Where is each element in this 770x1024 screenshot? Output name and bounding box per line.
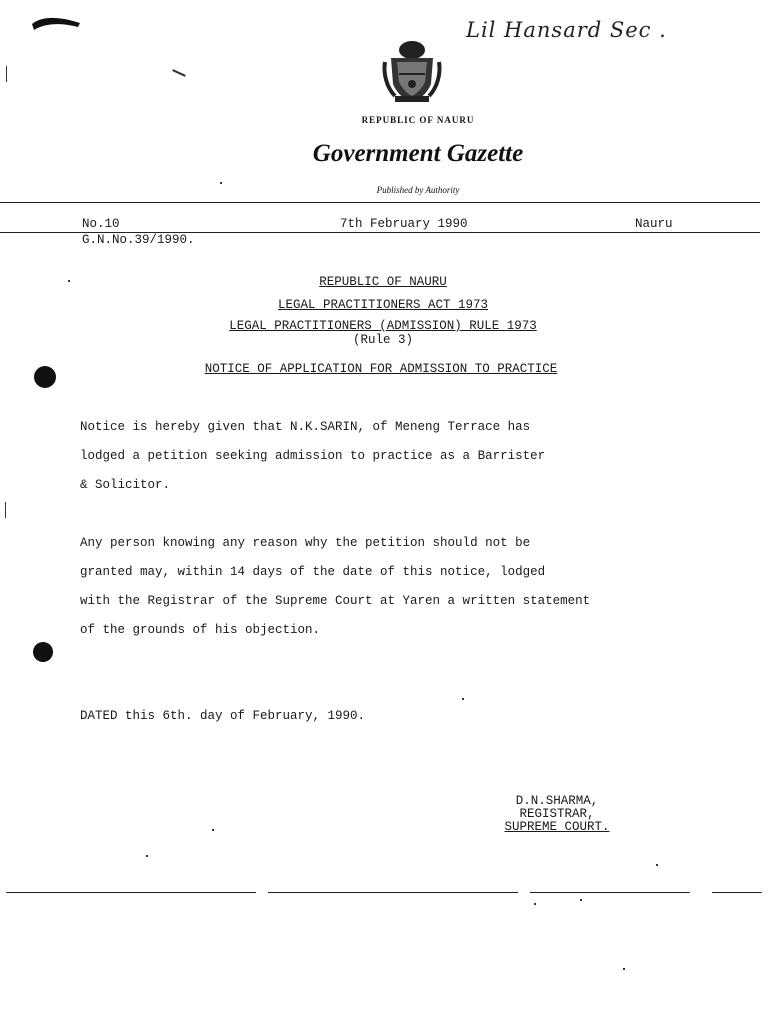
paragraph-line: & Solicitor. <box>80 478 171 492</box>
paragraph-line: Notice is hereby given that N.K.SARIN, of Meneng Terrace has <box>80 420 531 434</box>
heading-rule: LEGAL PRACTITIONERS (ADMISSION) RULE 1973 <box>229 319 537 333</box>
scan-speck <box>623 968 625 970</box>
scan-mark <box>172 69 186 77</box>
scan-smudge-icon <box>28 10 88 34</box>
signature-office: SUPREME COURT. <box>504 820 610 834</box>
margin-mark <box>6 66 7 82</box>
paragraph-line: of the grounds of his objection. <box>80 623 321 637</box>
masthead-title: Government Gazette <box>312 140 524 167</box>
scan-speck <box>146 855 148 857</box>
divider <box>0 202 760 203</box>
heading-rule-ref: (Rule 3) <box>352 333 413 347</box>
scan-speck <box>212 829 214 831</box>
scan-speck <box>534 903 536 905</box>
dated-line: DATED this 6th. day of February, 1990. <box>80 709 366 723</box>
heading-act: LEGAL PRACTITIONERS ACT 1973 <box>277 298 489 312</box>
issue-date: 7th February 1990 <box>340 217 468 231</box>
scan-speck <box>580 899 582 901</box>
gazette-notice-number: G.N.No.39/1990. <box>82 233 195 247</box>
paragraph-line: lodged a petition seeking admission to practice as a Barrister <box>80 449 546 463</box>
handwritten-note: Lil Hansard Sec . <box>466 18 667 42</box>
notice-paragraph-2 <box>80 529 590 645</box>
scan-speck <box>656 864 658 866</box>
coat-of-arms-icon <box>381 38 443 106</box>
paragraph-line: granted may, within 14 days of the date of this notice, lodged <box>80 565 546 579</box>
divider <box>6 892 256 893</box>
scan-speck <box>220 182 222 184</box>
signature-name: D.N.SHARMA, <box>515 794 599 808</box>
masthead-country: REPUBLIC OF NAURU <box>361 115 475 125</box>
issue-place: Nauru <box>635 217 673 231</box>
issue-number: No.10 <box>82 217 120 231</box>
signature-title: REGISTRAR, <box>519 807 595 821</box>
heading-republic: REPUBLIC OF NAURU <box>319 275 447 289</box>
punch-hole-icon <box>33 642 53 662</box>
notice-paragraph-1 <box>80 413 545 500</box>
masthead-subtitle: Published by Authority <box>376 185 460 195</box>
paragraph-line: Any person knowing any reason why the petition should not be <box>80 536 531 550</box>
scan-speck <box>462 698 464 700</box>
notice-title: NOTICE OF APPLICATION FOR ADMISSION TO PRACTICE <box>204 362 558 376</box>
divider <box>712 892 762 893</box>
margin-mark <box>5 502 6 518</box>
divider <box>530 892 690 893</box>
divider <box>268 892 518 893</box>
paragraph-line: with the Registrar of the Supreme Court at Yaren a written statement <box>80 594 591 608</box>
signature-block <box>490 795 624 834</box>
